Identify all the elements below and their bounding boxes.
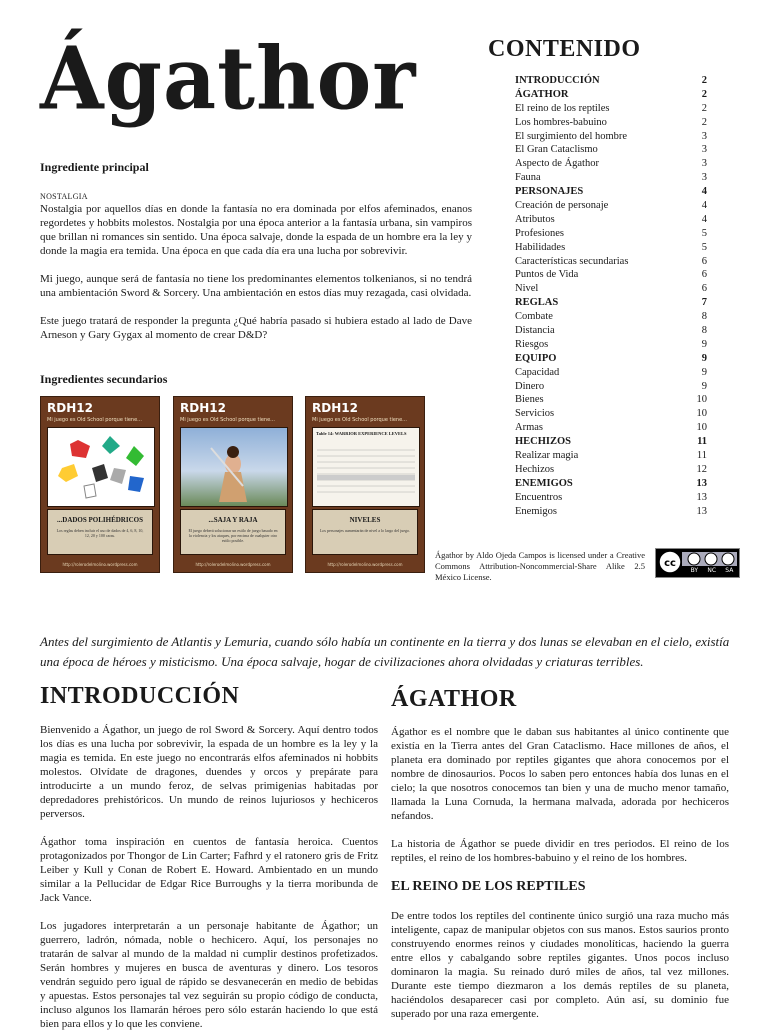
toc-item-label: Dinero [515, 380, 545, 392]
toc-item-page: 11 [696, 450, 707, 462]
toc-item-page: 3 [701, 144, 707, 156]
toc-item-page: 2 [701, 116, 707, 128]
paragraph: Ágathor toma inspiración en cuentos de fantasía heroica. Cuentos protagonizados por Thongor de Lin Carter; Fafhrd y el ratonero gris de Fritz Leiber y Kull y Conan de Robert E. Howard. Ambientado en un mundo similar a la Pellucidar de Edgar Rice Burroughs y la tierra moribunda de Jack Vance. [40, 836, 378, 904]
table-of-contents [515, 74, 707, 519]
intro-quote: Antes del surgimiento de Atlantis y Lemuria, cuando sólo había un continente en la tierra y dos lunas se elevaban en el cielo, existía una época de héroes y misticismo. Una época salvaje, hogar de civilizaciones ahora olvidadas y criaturas terribles. [40, 634, 730, 669]
card-title: NIVELES [349, 516, 381, 524]
toc-item-label: Profesiones [515, 227, 564, 239]
card-panel [47, 509, 153, 555]
toc-item[interactable] [515, 338, 707, 352]
toc-item-label: Habilidades [515, 241, 566, 253]
toc-item-label: Los hombres-babuino [515, 116, 607, 128]
toc-item[interactable] [515, 130, 707, 144]
toc-item[interactable] [515, 171, 707, 185]
toc-item-page: 4 [701, 200, 707, 212]
toc-item[interactable] [515, 310, 707, 324]
toc-item-page: 4 [701, 186, 707, 198]
cc-badge-labels [686, 567, 738, 574]
toc-item-page: 2 [701, 75, 707, 86]
paragraph: La historia de Ágathor se puede dividir en tres periodos. El reino de los reptiles, el reino de los hombres-babuino y el reino de los hombres. [391, 838, 729, 864]
card-panel [312, 509, 418, 555]
card-hack-slash [173, 396, 293, 573]
toc-item-page: 3 [701, 130, 707, 142]
toc-item-page: 8 [701, 311, 707, 323]
toc-item-page: 12 [696, 463, 707, 475]
toc-item[interactable] [515, 380, 707, 394]
card-description: Los personajes aumentarán de nivel a lo largo del juego. [319, 528, 411, 533]
card-description: Los reglas deben incluir el uso de dados de 4, 6, 8, 10, 12, 20 y 100 caras. [56, 528, 144, 538]
toc-item-label: EQUIPO [515, 352, 557, 364]
toc-item-label: Realizar magia [515, 450, 579, 462]
toc-item[interactable] [515, 407, 707, 421]
toc-item-label: Armas [515, 422, 543, 434]
toc-item-page: 3 [701, 172, 707, 184]
secondary-ingredients-heading: Ingredientes secundarios [40, 372, 168, 386]
introduccion-body [40, 723, 378, 1031]
table-caption: Table 14: WARRIOR EXPERIENCE LEVELS [316, 431, 407, 436]
toc-item[interactable] [515, 227, 707, 241]
experience-table-image [312, 427, 420, 507]
toc-item[interactable] [515, 449, 707, 463]
toc-item[interactable] [515, 435, 707, 449]
paragraph: De entre todos los reptiles del continente único surgió una raza mucho más inteligente, capaz de manipular objetos con sus manos. Estos saurios pronto construyendo enormes reinos y ciudades monolíticas, haciendo la guerra entre ellos y cabalgando sobre reptiles gigantes. Unos pocos incluso dominaron la magia. Su reinado duró miles de años, tal vez millones. Durante este tiempo diezmaron a los demás reptiles de su planeta, haciéndolos desaparecer casi por completo. Aún así, su dominio fue superado por una raza emergente. [391, 910, 729, 1020]
toc-item-page: 10 [696, 394, 707, 406]
toc-item-page: 9 [701, 338, 707, 350]
paragraph: Mi juego, aunque será de fantasía no tiene los predominantes elementos tolkenianos, si no tendrá una ambientación Sword & Sorcery. Una ambientación en estos días muy rezagada, casi olvidada. [40, 273, 472, 299]
toc-item-page: 2 [701, 88, 707, 100]
introduccion-heading: INTRODUCCIÓN [40, 683, 240, 709]
toc-item[interactable] [515, 157, 707, 171]
contents-heading: CONTENIDO [488, 36, 641, 62]
toc-item-page: 7 [701, 297, 707, 309]
reino-reptiles-body [391, 909, 729, 1021]
toc-item[interactable] [515, 213, 707, 227]
paragraph: Bienvenido a Ágathor, un juego de rol Sword & Sorcery. Aquí dentro todos los días es una lucha por sobrevivir, la espada de un hombre es la ley y la magia es temida. En este juego no encontrarás elfos afeminados ni hobbits molestos. Olvídate de dragones, duendes y orcos y prepárate para introducirte a un mundo feroz, de selvas primigenias habitadas por depredadores prehistóricos. Un mundo de reinos lujuriosos y hechiceros perversos. [40, 724, 378, 820]
card-brand: RDH12 [47, 401, 93, 415]
toc-item[interactable] [515, 255, 707, 269]
toc-item-label: Riesgos [515, 338, 549, 350]
toc-item[interactable] [515, 268, 707, 282]
paragraph: Los jugadores interpretarán a un personaje habitante de Ágathor; un guerrero, ladrón, nómada, noble o hechicero. Aquí, los personajes no tratarán de salvar al mundo de la maldad ni cumplir destinos profetizados. Serán hombres y mujeres en busca de aventuras y dinero. Los tesoros vendrán seguido pero igual de rápido se desvanecerán en medio de bebidas y apuestas. Estos personajes tal vez seguirán su propio código de conducta, incluso algunos los llamarán héroes pero sólo estarán haciendo lo que está bien para ellos y lo que les conviene. [40, 920, 378, 1030]
toc-item-page: 13 [696, 505, 707, 517]
card-subtitle: Mi juego es Old School porque tiene... [47, 417, 142, 423]
toc-item-label: Creación de personaje [515, 200, 609, 212]
toc-item[interactable] [515, 74, 707, 88]
toc-item-page: 2 [701, 102, 707, 114]
card-brand: RDH12 [180, 401, 226, 415]
toc-item[interactable] [515, 116, 707, 130]
toc-item[interactable] [515, 282, 707, 296]
toc-item-page: 11 [697, 436, 707, 448]
toc-item-label: INTRODUCCIÓN [515, 75, 600, 86]
card-dice [40, 396, 160, 573]
main-ingredient-heading: Ingrediente principal [40, 160, 149, 174]
dice-image [47, 427, 155, 507]
cc-nc-label: NC [707, 567, 717, 574]
toc-item-label: El reino de los reptiles [515, 102, 610, 114]
toc-item-label: ÁGATHOR [515, 88, 569, 100]
card-url: http://rolerodelmolino.wordpress.com [62, 562, 138, 567]
toc-item-label: Puntos de Vida [515, 269, 579, 281]
license-text: Ágathor by Aldo Ojeda Campos is licensed under a Creative Commons Attribution-Noncommercial-Share Alike 2.5 México License. [435, 550, 645, 582]
toc-item-page: 4 [701, 213, 707, 225]
toc-item[interactable] [515, 477, 707, 491]
toc-item-label: Combate [515, 311, 553, 323]
toc-item-page: 5 [701, 227, 707, 239]
toc-item-page: 6 [701, 283, 707, 295]
toc-item-label: Encuentros [515, 491, 563, 503]
toc-item-label: HECHIZOS [515, 436, 572, 448]
toc-item-label: Atributos [515, 213, 555, 225]
paragraph: Nostalgia por aquellos días en donde la fantasía no era dominada por elfos afeminados, enanos regordetes y hobbits molestos. Nostalgia por una época anterior a la fantasía urbana, sin vampiros que brillan ni romances sin sentido. Una época salvaje, donde la espada de un hombre era la ley y donde la magia era temida. Una época en que cada día era una lucha por sobrevivir. [40, 203, 472, 257]
agathor-heading: ÁGATHOR [391, 686, 517, 712]
cc-sa-label: SA [725, 567, 734, 574]
toc-item[interactable] [515, 324, 707, 338]
toc-item[interactable] [515, 241, 707, 255]
toc-item-page: 8 [701, 325, 707, 337]
toc-item[interactable] [515, 491, 707, 505]
card-title: ...SAJA Y RAJA [208, 516, 258, 524]
cc-license-badge [655, 548, 740, 578]
toc-item[interactable] [515, 463, 707, 477]
toc-item-label: PERSONAJES [515, 186, 584, 198]
card-url: http://rolerodelmolino.wordpress.com [327, 562, 403, 567]
toc-item-label: Capacidad [515, 366, 560, 378]
toc-item-page: 10 [696, 422, 707, 434]
toc-item[interactable] [515, 296, 707, 310]
toc-item-label: Enemigos [515, 505, 557, 517]
main-ingredient-label: NOSTALGIA [40, 192, 88, 201]
toc-item-page: 9 [701, 366, 707, 378]
toc-item-page: 10 [696, 408, 707, 420]
toc-item-page: 9 [701, 380, 707, 392]
toc-item-label: Características secundarias [515, 255, 629, 267]
toc-item[interactable] [515, 88, 707, 102]
toc-item-label: REGLAS [515, 297, 559, 309]
paragraph: Ágathor es el nombre que le daban sus habitantes al único continente que existía en la Tierra antes del Gran Cataclismo. Hace millones de años, el planeta era dominado por reptiles gigantes que ahora conocemos por el nombre de dinosaurios. Pocos lo saben pero entonces había dos lunas en el cielo; la que nosotros conocemos tan bien y una de mucho menor tamaño, llamada la Luna Cornuda, la hermana malvada, adorada por hechiceros nefandos. [391, 726, 729, 822]
toc-item-label: Bienes [515, 394, 544, 406]
toc-item-label: Distancia [515, 325, 555, 337]
main-ingredient-body [40, 202, 472, 342]
card-panel [180, 509, 286, 555]
toc-item[interactable] [515, 505, 707, 519]
card-subtitle: Mi juego es Old School porque tiene... [180, 417, 275, 423]
toc-item-label: Fauna [515, 172, 541, 184]
toc-item[interactable] [515, 185, 707, 199]
toc-item-label: El surgimiento del hombre [515, 130, 628, 142]
card-description: El juego deberá solucionar un estilo de juego basado en la violencia y los ataques, por encima de cualquier otro estilo posible. [188, 528, 278, 543]
reino-reptiles-heading: EL REINO DE LOS REPTILES [391, 879, 586, 894]
toc-item[interactable] [515, 366, 707, 380]
card-brand: RDH12 [312, 401, 358, 415]
toc-item[interactable] [515, 421, 707, 435]
toc-item[interactable] [515, 199, 707, 213]
toc-item[interactable] [515, 393, 707, 407]
card-url: http://rolerodelmolino.wordpress.com [195, 562, 271, 567]
toc-item-label: Hechizos [515, 463, 555, 475]
toc-item-page: 6 [701, 269, 707, 281]
toc-item-page: 6 [701, 255, 707, 267]
toc-item-page: 13 [696, 477, 707, 489]
paragraph: Este juego tratará de responder la pregunta ¿Qué habría pasado si hubiera estado al lado de Dave Arneson y Gary Gygax al momento de crear D&D? [40, 315, 472, 341]
toc-item-label: El Gran Cataclismo [515, 144, 598, 156]
toc-item-label: Aspecto de Ágathor [515, 158, 599, 170]
toc-item-label: Nivel [515, 283, 539, 295]
card-levels [305, 396, 425, 573]
card-title: ...DADOS POLIHÉDRICOS [57, 516, 143, 524]
warrior-image [180, 427, 288, 507]
toc-item-page: 3 [701, 158, 707, 170]
agathor-body [391, 725, 729, 865]
game-title: Ágathor [40, 28, 417, 130]
toc-item[interactable] [515, 352, 707, 366]
toc-item-label: ENEMIGOS [515, 477, 573, 489]
toc-item[interactable] [515, 143, 707, 157]
cc-by-label: BY [690, 567, 699, 574]
card-subtitle: Mi juego es Old School porque tiene... [312, 417, 407, 423]
toc-item-page: 9 [701, 352, 707, 364]
toc-item-page: 5 [701, 241, 707, 253]
svg-text:cc: cc [664, 558, 676, 569]
toc-item-label: Servicios [515, 408, 555, 420]
toc-item[interactable] [515, 102, 707, 116]
toc-item-page: 13 [696, 491, 707, 503]
